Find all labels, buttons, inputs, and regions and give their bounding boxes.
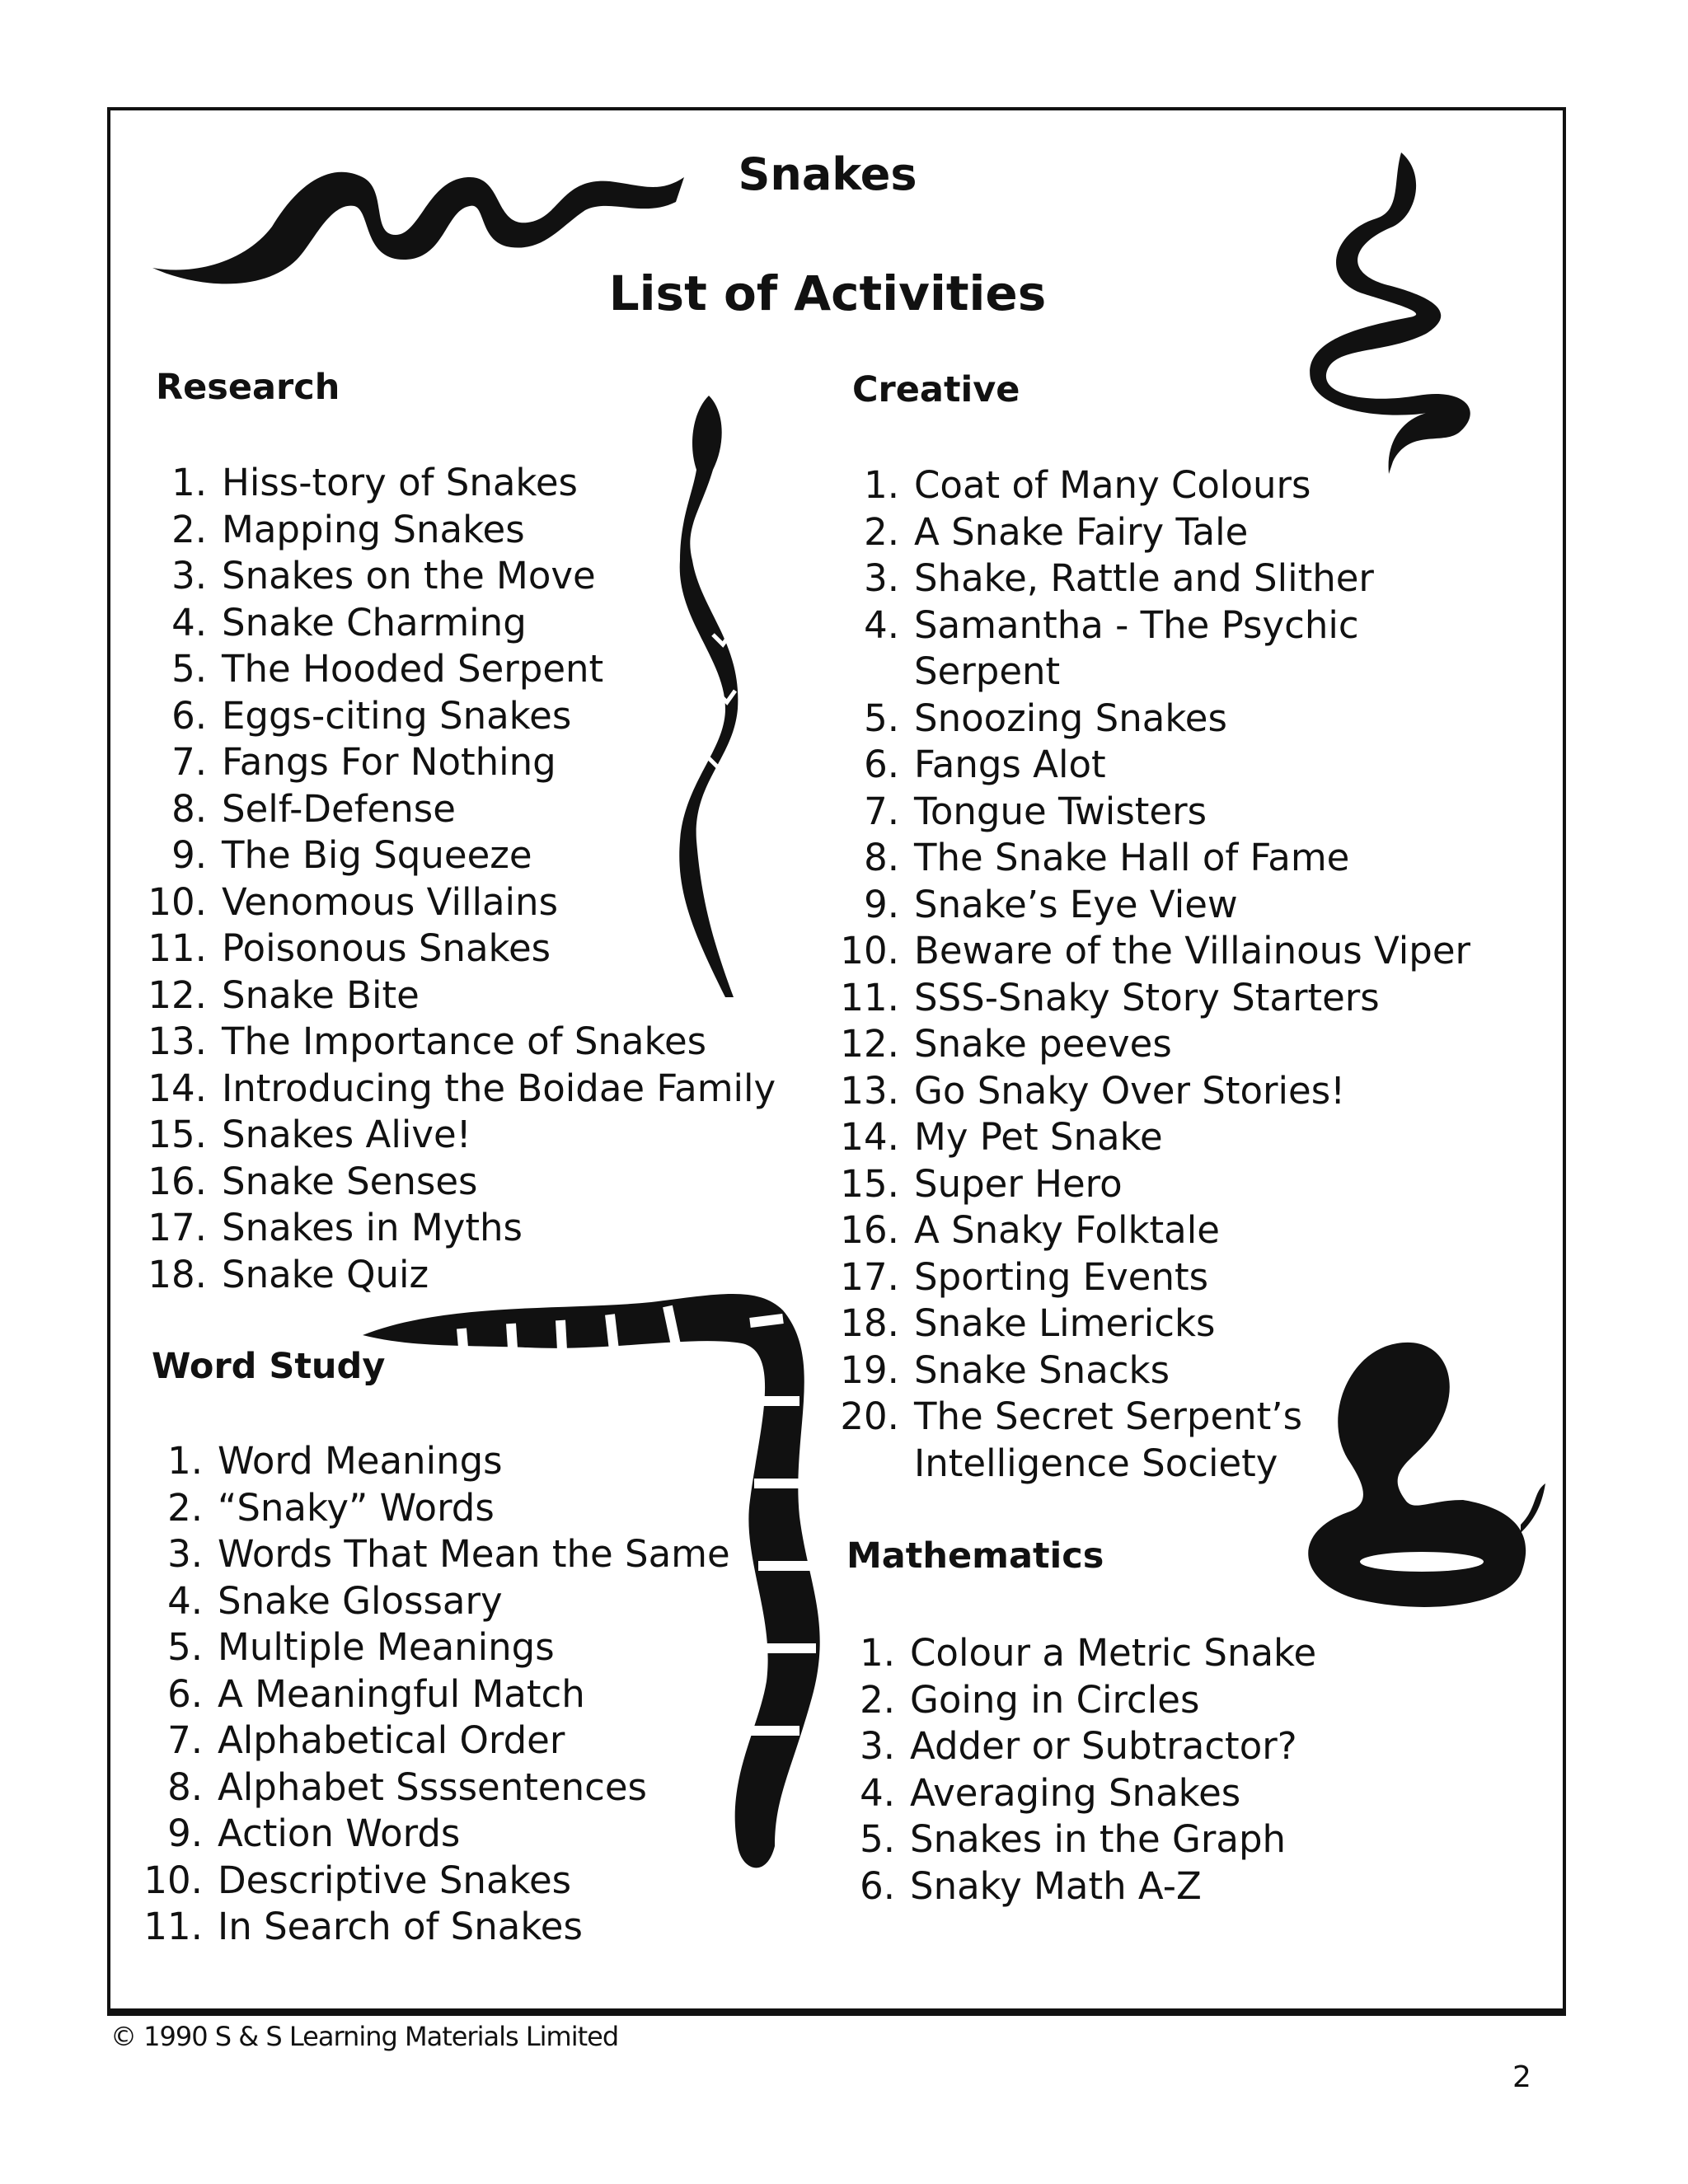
item-label: Self-Defense: [222, 786, 456, 831]
list-item: [816, 1770, 1316, 1817]
item-number: 13.: [840, 1068, 899, 1113]
list-item: [128, 1019, 776, 1066]
item-number: 18.: [148, 1252, 207, 1296]
mathematics-heading: Mathematics: [846, 1535, 1104, 1577]
item-label: The Big Squeeze: [222, 833, 532, 877]
item-label: SSS-Snaky Story Starters: [914, 975, 1380, 1019]
item-number: 15.: [148, 1113, 207, 1156]
list-item: [128, 553, 776, 600]
item-label: Coat of Many Colours: [914, 463, 1311, 507]
item-label: Beware of the Villainous Viper: [914, 929, 1471, 972]
list-item: [128, 1159, 776, 1206]
list-item: [128, 460, 776, 507]
item-label: Snaky Math A-Z: [910, 1863, 1202, 1908]
item-label: Snakes on the Move: [222, 554, 596, 598]
item-number: 5.: [171, 647, 207, 691]
item-number: 3.: [864, 556, 899, 600]
list-item: [128, 600, 776, 647]
list-item: [820, 462, 1470, 509]
item-label: A Snake Fairy Tale: [914, 509, 1249, 554]
item-label: Alphabetical Order: [218, 1718, 565, 1762]
list-item: [124, 1578, 730, 1625]
list-item: [128, 1252, 776, 1299]
list-item: [124, 1718, 730, 1765]
item-number: 18.: [840, 1301, 899, 1345]
list-item: [128, 646, 776, 693]
item-label: Snakes in the Graph: [910, 1817, 1287, 1861]
item-number: 1.: [167, 1439, 203, 1483]
list-item: [816, 1630, 1316, 1677]
item-label: Descriptive Snakes: [218, 1858, 572, 1902]
item-label: Snake’s Eye View: [914, 882, 1238, 926]
item-label: Introducing the Boidae Family: [222, 1066, 776, 1110]
item-number: 2.: [860, 1677, 895, 1722]
list-item: [820, 1254, 1470, 1301]
list-item: [820, 835, 1470, 882]
item-label: Fangs Alot: [914, 743, 1106, 786]
list-item: [128, 926, 776, 972]
item-label: Snakes Alive!: [222, 1113, 471, 1156]
item-number: 17.: [148, 1206, 207, 1249]
item-number: 10.: [143, 1858, 203, 1902]
item-number: 14.: [840, 1115, 899, 1159]
item-label: Fangs For Nothing: [222, 740, 556, 784]
list-item: [128, 786, 776, 833]
mathematics-list: [816, 1630, 1316, 1910]
item-label: The Hooded Serpent: [222, 647, 604, 691]
list-item: [820, 1347, 1470, 1394]
item-label: Shake, Rattle and Slither: [914, 556, 1374, 600]
item-label: Word Meanings: [218, 1439, 503, 1483]
item-number: 19.: [840, 1347, 899, 1392]
item-number: 2.: [171, 507, 207, 551]
item-label: Multiple Meanings: [218, 1625, 555, 1669]
list-item: [124, 1858, 730, 1905]
item-number: 2.: [167, 1485, 203, 1530]
item-label: Snakes in Myths: [222, 1206, 523, 1249]
item-label: Snake Quiz: [222, 1252, 429, 1296]
item-number: 9.: [171, 833, 207, 877]
item-number: 12.: [148, 972, 207, 1017]
item-number: 15.: [840, 1161, 899, 1206]
creative-list: [820, 462, 1470, 1487]
item-number: 6.: [864, 743, 899, 786]
item-number: 7.: [864, 789, 899, 833]
item-label: Snake Limericks: [914, 1301, 1216, 1345]
list-item: [816, 1816, 1316, 1863]
research-heading: Research: [156, 367, 340, 408]
list-item: [820, 1207, 1470, 1254]
list-item: [124, 1765, 730, 1811]
item-number: 11.: [143, 1905, 203, 1948]
item-label: Super Hero: [914, 1161, 1123, 1206]
item-number: 4.: [864, 602, 899, 647]
item-number: 4.: [167, 1578, 203, 1623]
item-number: 16.: [840, 1208, 899, 1252]
item-label: Snake Bite: [222, 972, 420, 1017]
list-item: [820, 1068, 1470, 1115]
item-number: 12.: [840, 1022, 899, 1066]
item-number: 3.: [860, 1724, 895, 1768]
creative-heading: Creative: [852, 369, 1020, 410]
item-label: Hiss-tory of Snakes: [222, 461, 579, 504]
list-item: [820, 1021, 1470, 1068]
item-label: Action Words: [218, 1811, 461, 1855]
word-study-list: [124, 1438, 730, 1951]
item-number: 8.: [167, 1765, 203, 1809]
item-label: Going in Circles: [910, 1677, 1200, 1722]
page-subtitle: List of Activities: [608, 265, 1047, 321]
item-number: 16.: [148, 1159, 207, 1203]
item-label: Mapping Snakes: [222, 507, 525, 551]
list-item: [124, 1904, 730, 1951]
item-label: The Secret Serpent’s Intelligence Society: [914, 1394, 1303, 1485]
item-number: 10.: [840, 929, 899, 972]
item-number: 7.: [171, 740, 207, 784]
list-item: [128, 507, 776, 554]
list-item: [124, 1624, 730, 1671]
list-item: [128, 739, 776, 786]
list-item: [124, 1438, 730, 1485]
item-number: 20.: [840, 1394, 899, 1438]
list-item: [128, 1112, 776, 1159]
list-item: [820, 1161, 1470, 1208]
item-number: 6.: [171, 693, 207, 738]
item-label: In Search of Snakes: [218, 1905, 583, 1948]
item-label: Averaging Snakes: [910, 1770, 1241, 1815]
list-item: [820, 928, 1470, 975]
item-number: 6.: [860, 1863, 895, 1908]
item-number: 11.: [148, 926, 207, 970]
list-item: [820, 975, 1470, 1022]
list-item: [124, 1485, 730, 1532]
list-item: [816, 1677, 1316, 1724]
list-item: [820, 1301, 1470, 1347]
item-label: Snake Glossary: [218, 1578, 503, 1623]
list-item: [128, 832, 776, 879]
item-label: Adder or Subtractor?: [910, 1724, 1297, 1768]
item-number: 4.: [860, 1770, 895, 1815]
page-number: 2: [1512, 2060, 1531, 2094]
list-item: [128, 972, 776, 1019]
item-number: 10.: [148, 879, 207, 924]
item-number: 13.: [148, 1019, 207, 1063]
item-number: 3.: [167, 1532, 203, 1576]
item-label: A Meaningful Match: [218, 1671, 585, 1716]
wavy-snake-illustration: [148, 144, 692, 293]
list-item: [816, 1863, 1316, 1910]
item-number: 9.: [864, 882, 899, 926]
item-label: Venomous Villains: [222, 879, 559, 924]
item-number: 7.: [167, 1718, 203, 1762]
item-label: Snake Snacks: [914, 1347, 1170, 1392]
list-item: [128, 693, 776, 740]
item-label: Alphabet Ssssentences: [218, 1765, 647, 1809]
item-label: Go Snaky Over Stories!: [914, 1068, 1346, 1113]
item-label: Poisonous Snakes: [222, 926, 551, 970]
list-item: [820, 509, 1470, 556]
list-item: [128, 879, 776, 926]
copyright: © 1990 S & S Learning Materials Limited: [110, 2021, 619, 2052]
item-number: 2.: [864, 509, 899, 554]
item-label: Colour a Metric Snake: [910, 1631, 1317, 1675]
item-label: My Pet Snake: [914, 1115, 1163, 1159]
item-number: 8.: [864, 836, 899, 879]
list-item: [124, 1811, 730, 1858]
list-item: [124, 1671, 730, 1718]
list-item: [816, 1723, 1316, 1770]
item-label: “Snaky” Words: [218, 1485, 495, 1530]
item-label: Snake peeves: [914, 1022, 1172, 1066]
item-number: 6.: [167, 1671, 203, 1716]
item-label: Snake Senses: [222, 1159, 478, 1203]
item-number: 14.: [148, 1066, 207, 1110]
item-label: The Importance of Snakes: [222, 1019, 707, 1063]
research-list: [128, 460, 776, 1298]
list-item: [124, 1531, 730, 1578]
list-item: [820, 602, 1470, 696]
list-item: [820, 555, 1470, 602]
item-label: A Snaky Folktale: [914, 1208, 1220, 1252]
list-item: [128, 1066, 776, 1113]
item-number: 9.: [167, 1811, 203, 1855]
item-number: 17.: [840, 1254, 899, 1299]
list-item: [820, 742, 1470, 789]
list-item: [820, 696, 1470, 743]
list-item: [128, 1205, 776, 1252]
item-label: Sporting Events: [914, 1254, 1209, 1299]
item-label: Snake Charming: [222, 600, 527, 644]
item-number: 1.: [171, 461, 207, 504]
item-label: Snoozing Snakes: [914, 696, 1227, 740]
coiled-snake-illustration: [1302, 148, 1492, 478]
item-number: 1.: [860, 1631, 895, 1675]
item-label: Samantha - The Psychic Serpent: [914, 602, 1359, 693]
list-item: [820, 789, 1470, 836]
item-number: 4.: [171, 600, 207, 644]
list-item: [820, 1394, 1470, 1487]
item-label: Eggs-citing Snakes: [222, 693, 572, 738]
list-item: [820, 882, 1470, 929]
item-number: 3.: [171, 554, 207, 598]
item-number: 11.: [840, 975, 899, 1019]
item-number: 8.: [171, 786, 207, 831]
item-label: Words That Mean the Same: [218, 1532, 730, 1576]
item-number: 5.: [167, 1625, 203, 1669]
item-label: Tongue Twisters: [914, 789, 1207, 833]
page-title: Snakes: [738, 148, 917, 200]
item-number: 1.: [864, 463, 899, 507]
list-item: [820, 1114, 1470, 1161]
item-number: 5.: [860, 1817, 895, 1861]
word-study-heading: Word Study: [152, 1346, 386, 1387]
item-number: 5.: [864, 696, 899, 740]
item-label: The Snake Hall of Fame: [914, 836, 1350, 879]
